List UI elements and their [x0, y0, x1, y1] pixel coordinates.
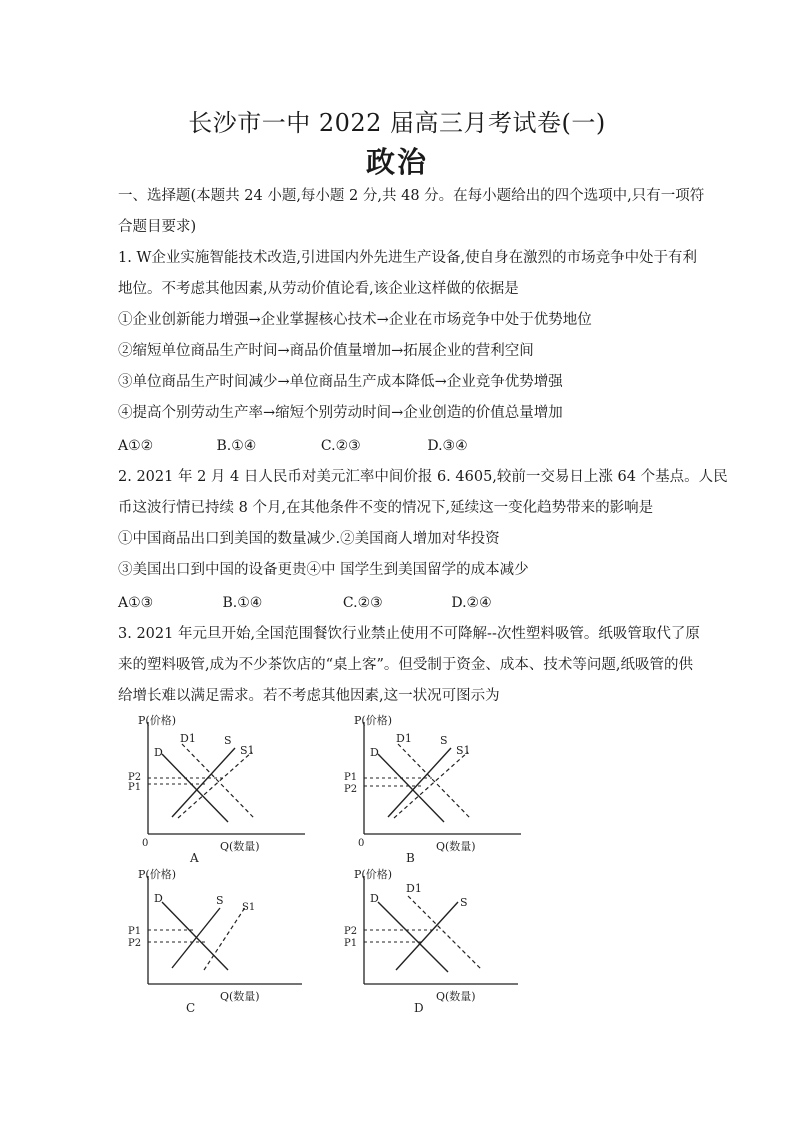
q2-options — [118, 593, 492, 613]
section-heading: 一、选择题(本题共 24 小题,每小题 2 分,共 48 分。在每小题给出的四个选项中,只有一项符 — [118, 188, 705, 204]
x-axis-label: Q(数量) — [220, 990, 260, 1003]
price-label-p1: P1 — [128, 926, 142, 937]
curve-label-d1: D1 — [396, 732, 412, 745]
demand-curve-d — [378, 902, 448, 972]
y-axis-label: P(价格) — [138, 868, 176, 881]
curve-label-s: S — [440, 734, 448, 747]
q2-option-c: C.②③ — [342, 595, 383, 611]
x-axis-label: Q(数量) — [436, 990, 476, 1003]
chart-a — [120, 712, 320, 867]
demand-curve-d — [162, 754, 228, 822]
q1-statement-3: ③单位商品生产时间减少→单位商品生产成本降低→企业竞争优势增强 — [118, 374, 563, 390]
curve-label-s: S — [460, 896, 468, 909]
q3-stem-cont2: 给增长难以满足需求。若不考虑其他因素,这一状况可图示为 — [118, 688, 500, 704]
x-axis-label: Q(数量) — [436, 840, 476, 853]
price-label-p1: P1 — [128, 782, 142, 793]
curve-label-s1: S1 — [242, 902, 256, 913]
chart-letter: D — [414, 1001, 424, 1015]
supply-curve-s — [172, 748, 235, 817]
curve-label-d1: D1 — [406, 882, 422, 895]
price-label-p1: P1 — [344, 772, 358, 783]
q1-option-d: D.③④ — [427, 438, 468, 454]
q3-stem: 3. 2021 年元旦开始,全国范围餐饮行业禁止使用不可降解--次性塑料吸管。纸吸管取代了原 — [118, 626, 700, 642]
price-label-p1: P1 — [344, 938, 358, 949]
curve-label-d: D — [370, 892, 379, 905]
q2-stem: 2. 2021 年 2 月 4 日人民币对美元汇率中间价报 6. 4605,较前一交易日上涨 64 个基点。人民 — [118, 469, 728, 485]
q1-statement-1: ①企业创新能力增强→企业掌握核心技术→企业在市场竞争中处于优势地位 — [118, 312, 592, 328]
demand-curve-d — [162, 902, 228, 970]
q1-option-a: A①② — [118, 438, 154, 454]
curve-label-d: D — [154, 746, 163, 759]
demand-curve-d1 — [408, 896, 482, 970]
subject-title: 政治 — [365, 145, 428, 179]
q3-stem-cont: 来的塑料吸管,成为不少茶饮店的“桌上客”。但受制于资金、成本、技术等问题,纸吸管的供 — [118, 657, 694, 673]
q2-option-b: B.①④ — [222, 595, 263, 611]
q1-statement-4: ④提高个别劳动生产率→缩短个别劳动时间→企业创造的价值总量增加 — [118, 405, 563, 421]
chart-letter: B — [406, 851, 415, 865]
demand-curve-d — [378, 754, 444, 822]
curve-label-s: S — [224, 734, 232, 747]
price-label-p2: P2 — [128, 772, 142, 783]
curve-label-d: D — [154, 892, 163, 905]
origin-label: 0 — [358, 838, 365, 849]
q1-options — [118, 436, 468, 456]
supply-curve-s — [388, 748, 451, 817]
curve-label-s1: S1 — [240, 744, 255, 757]
q2-statements-2: ③美国出口到中国的设备更贵④中 国学生到美国留学的成本减少 — [118, 562, 529, 578]
x-axis-label: Q(数量) — [220, 840, 260, 853]
chart-letter: A — [190, 851, 199, 865]
section-heading-cont: 合题目要求) — [118, 219, 197, 235]
origin-label: 0 — [142, 838, 149, 849]
q1-option-c: C.②③ — [320, 438, 361, 454]
q1-option-b: B.①④ — [216, 438, 257, 454]
q2-statements-1: ①中国商品出口到美国的数量减少.②美国商人增加对华投资 — [118, 531, 500, 547]
supply-curve-s1 — [204, 906, 246, 970]
curve-label-s1: S1 — [456, 744, 471, 757]
q2-stem-cont: 币这波行情已持续 8 个月,在其他条件不变的情况下,延续这一变化趋势带来的影响是 — [118, 500, 654, 516]
curve-label-d: D — [370, 746, 379, 759]
q2-option-a: A①③ — [118, 595, 154, 611]
curve-label-s: S — [216, 894, 224, 907]
supply-curve-s — [172, 908, 220, 968]
y-axis-label: P(价格) — [354, 868, 392, 881]
y-axis-label: P(价格) — [138, 714, 176, 727]
q1-stem: 1. W企业实施智能技术改造,引进国内外先进生产设备,使自身在激烈的市场竞争中处于有利 — [118, 250, 698, 266]
price-label-p2: P2 — [128, 938, 142, 949]
q1-stem-cont: 地位。不考虑其他因素,从劳动价值论看,该企业这样做的依据是 — [118, 281, 519, 297]
chart-letter: C — [186, 1001, 196, 1015]
chart-b — [336, 712, 536, 867]
q1-statement-2: ②缩短单位商品生产时间→商品价值量增加→拓展企业的营利空间 — [118, 343, 534, 359]
exam-title: 长沙市一中 2022 届高三月考试卷(一) — [188, 109, 606, 137]
curve-label-d1: D1 — [180, 732, 196, 745]
y-axis-label: P(价格) — [354, 714, 392, 727]
q2-option-d: D.②④ — [451, 595, 492, 611]
price-label-p2: P2 — [344, 784, 358, 795]
price-label-p2: P2 — [344, 926, 358, 937]
chart-c — [120, 866, 320, 1016]
chart-d — [336, 866, 536, 1016]
